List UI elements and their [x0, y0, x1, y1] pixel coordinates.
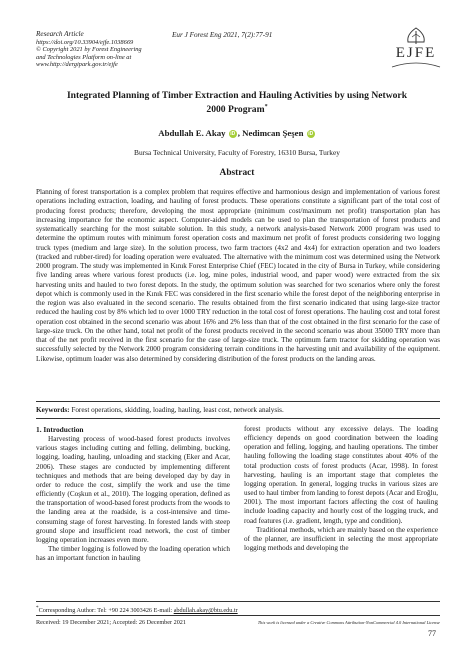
article-type: Research Article	[36, 30, 84, 38]
corresponding-text: Corresponding Author: Tel: +90 224 3003426 E-mail:	[38, 607, 174, 615]
keywords-text: Forest operations, skidding, loading, hauling, least cost, network analysis.	[71, 406, 284, 414]
author-list	[60, 128, 414, 138]
doi-link[interactable]: https://doi.org/10.33904/ejfe.1038669	[36, 38, 134, 46]
received-dates: Received: 19 December 2021; Accepted: 26 December 2021	[36, 619, 186, 626]
received-accepted-line	[36, 619, 440, 626]
footnote-mark: *	[36, 605, 39, 611]
section-heading-introduction: 1. Introduction	[36, 425, 84, 434]
orcid-icon[interactable]: iD	[308, 131, 314, 137]
copyright-line: © Copyright 2021 by Forest Engineering	[36, 46, 142, 54]
intro-paragraph-3: forest products without any excessive delays. The loading efficiency depends on good coordination between the loading operation and felling, logging, and hauling operations. The timber hauling following the loading stage constitutes about 40% of the total production costs of forest products (Acar, 1998). In forest harvesting, hauling is an important stage that completes the logging operation. In general, logging trucks in various sizes are used to haul timber from landing to forest depots (Acar and Eroğlu, 2001). The most important factors affecting the cost of hauling include loading capacity and hourly cost of the logging truck, and road features (i.e. gradient, length, type and condition).	[244, 425, 439, 525]
keywords	[36, 406, 440, 415]
footnote-divider	[36, 601, 440, 602]
logo-text: EJFE	[395, 45, 437, 61]
abstract-heading: Abstract	[219, 168, 255, 178]
email-link[interactable]: abdullah.akay@btu.edu.tr	[173, 607, 238, 615]
author-1: Abdullah E. Akay	[158, 128, 226, 138]
corresponding-author-note	[36, 605, 238, 614]
journal-reference: Eur J Forest Eng 2021, 7(2):77-91	[172, 31, 273, 39]
journal-logo	[388, 25, 444, 71]
left-column	[36, 425, 230, 563]
intro-paragraph-2: The timber logging is followed by the loading operation which has an important function in hauling	[36, 545, 230, 563]
affiliation: Bursa Technical University, Faculty of Forestry, 16310 Bursa, Turkey	[134, 148, 340, 157]
author-separator: ,	[237, 128, 243, 138]
right-column	[244, 425, 438, 553]
orcid-icon[interactable]: iD	[230, 131, 236, 137]
footnote-divider	[36, 615, 440, 616]
license-note[interactable]: This work is licensed under a Creative Commons Attribution-NonCommercial 4.0 International License	[257, 620, 440, 625]
abstract-body: Planning of forest transportation is a complex problem that requires effective and harmonious design and implementation of various forest operations including extraction, loading, and hauling of forest products. These operations constitute a significant part of the total cost of producing forest products; therefore, developing the most appropriate (minimum cost/maximum net profit) transportation plan has increasing importance for the economic aspect. Computer-aided models can be used to plan the transportation of forest products and systematically searching for the most suitable solution. In this study, a network analysis-based Network 2000 program was used to determine the optimum routes with minimum forest operation costs and maximum net profit of forest products considering two logging truck types (medium and large size). In the solution process, two farm tractors (4x2 and 4x4) for extraction operation and two loaders (tracked and rubber-tired) for loading operation were evaluated. The alternative with the minimum cost was determined using the Network 2000 program. The study was implemented in Kınık Forest Enterprise Chief (FEC) located in the city of Bursa in Turkey, while considering five landing areas where various forest products (i.e. log, mine poles, industrial wood, and paper wood) were extracted from the six harvesting units and hauled to two forest depots. In the study, the optimum solution was searched for two scenarios where only the forest depot which is commonly used in the Kınık FEC was considered in the first scenario while the forest depot of the neighboring enterprise in the region was also evaluated in the second scenario. The results obtained from the first scenario indicated that using large-size tractor reduced the hauling cost by 8% which led to over 1000 TRY reduction in the total cost of forest operations. The hauling cost and total forest operation cost obtained in the second scenario was about 16% and 2% less than that of the cost obtained in the first scenario for the case of large-size truck. On the other hand, total net profit of the forest products received in the second scenario was about 35000 TRY more than that of the net profit received in the first scenario for the case of large-size truck. The optimum farm tractor for skidding operation was successfully selected by the Network 2000 program considering terrain conditions in the harvesting unit and availability of the equipment. Likewise, optimum loader was also determined by considering distribution of the forest products on the landing areas.	[36, 188, 440, 363]
author-2: Nedimcan Şeşen	[242, 128, 304, 138]
intro-paragraph-4: Traditional methods, which are mainly based on the experience of the planner, are insufficient in selecting the most appropriate logging methods and developing the	[244, 525, 438, 553]
divider	[36, 401, 440, 402]
title-line-2: 2000 Program	[206, 103, 265, 115]
title-line-1: Integrated Planning of Timber Extraction and Hauling Activities by using Network	[66, 90, 408, 101]
title-footnote-mark: *	[264, 103, 268, 110]
journal-url[interactable]: www.http://dergipark.gov.tr/ejfe	[36, 61, 118, 69]
divider	[36, 418, 440, 419]
keywords-label: Keywords:	[36, 406, 70, 414]
paper-title	[50, 90, 424, 115]
page-number: 77	[428, 629, 436, 638]
intro-paragraph-1: Harvesting process of wood-based forest products involves various stages including cutting and felling, delimbing, bucking, logging, loading, hauling, unloading and stacking (Eker and Acar, 2006). These stages are conducted by implementing different techniques and methods that are being developed day by day in order to reduce the cost, simplify the work and use the time efficiently (Coşkun et al., 2010). The logging operation, defined as the transportation of wood-based forest products from the woods to the landing area at the roadside, is a cost-intensive and time-consuming stage of forest harvesting. In forested lands with steep ground slope and insufficient road network, the cost of timber logging operation increases even more.	[36, 435, 230, 544]
copyright-line-2: and Technologies Platform on-line at	[36, 53, 132, 61]
